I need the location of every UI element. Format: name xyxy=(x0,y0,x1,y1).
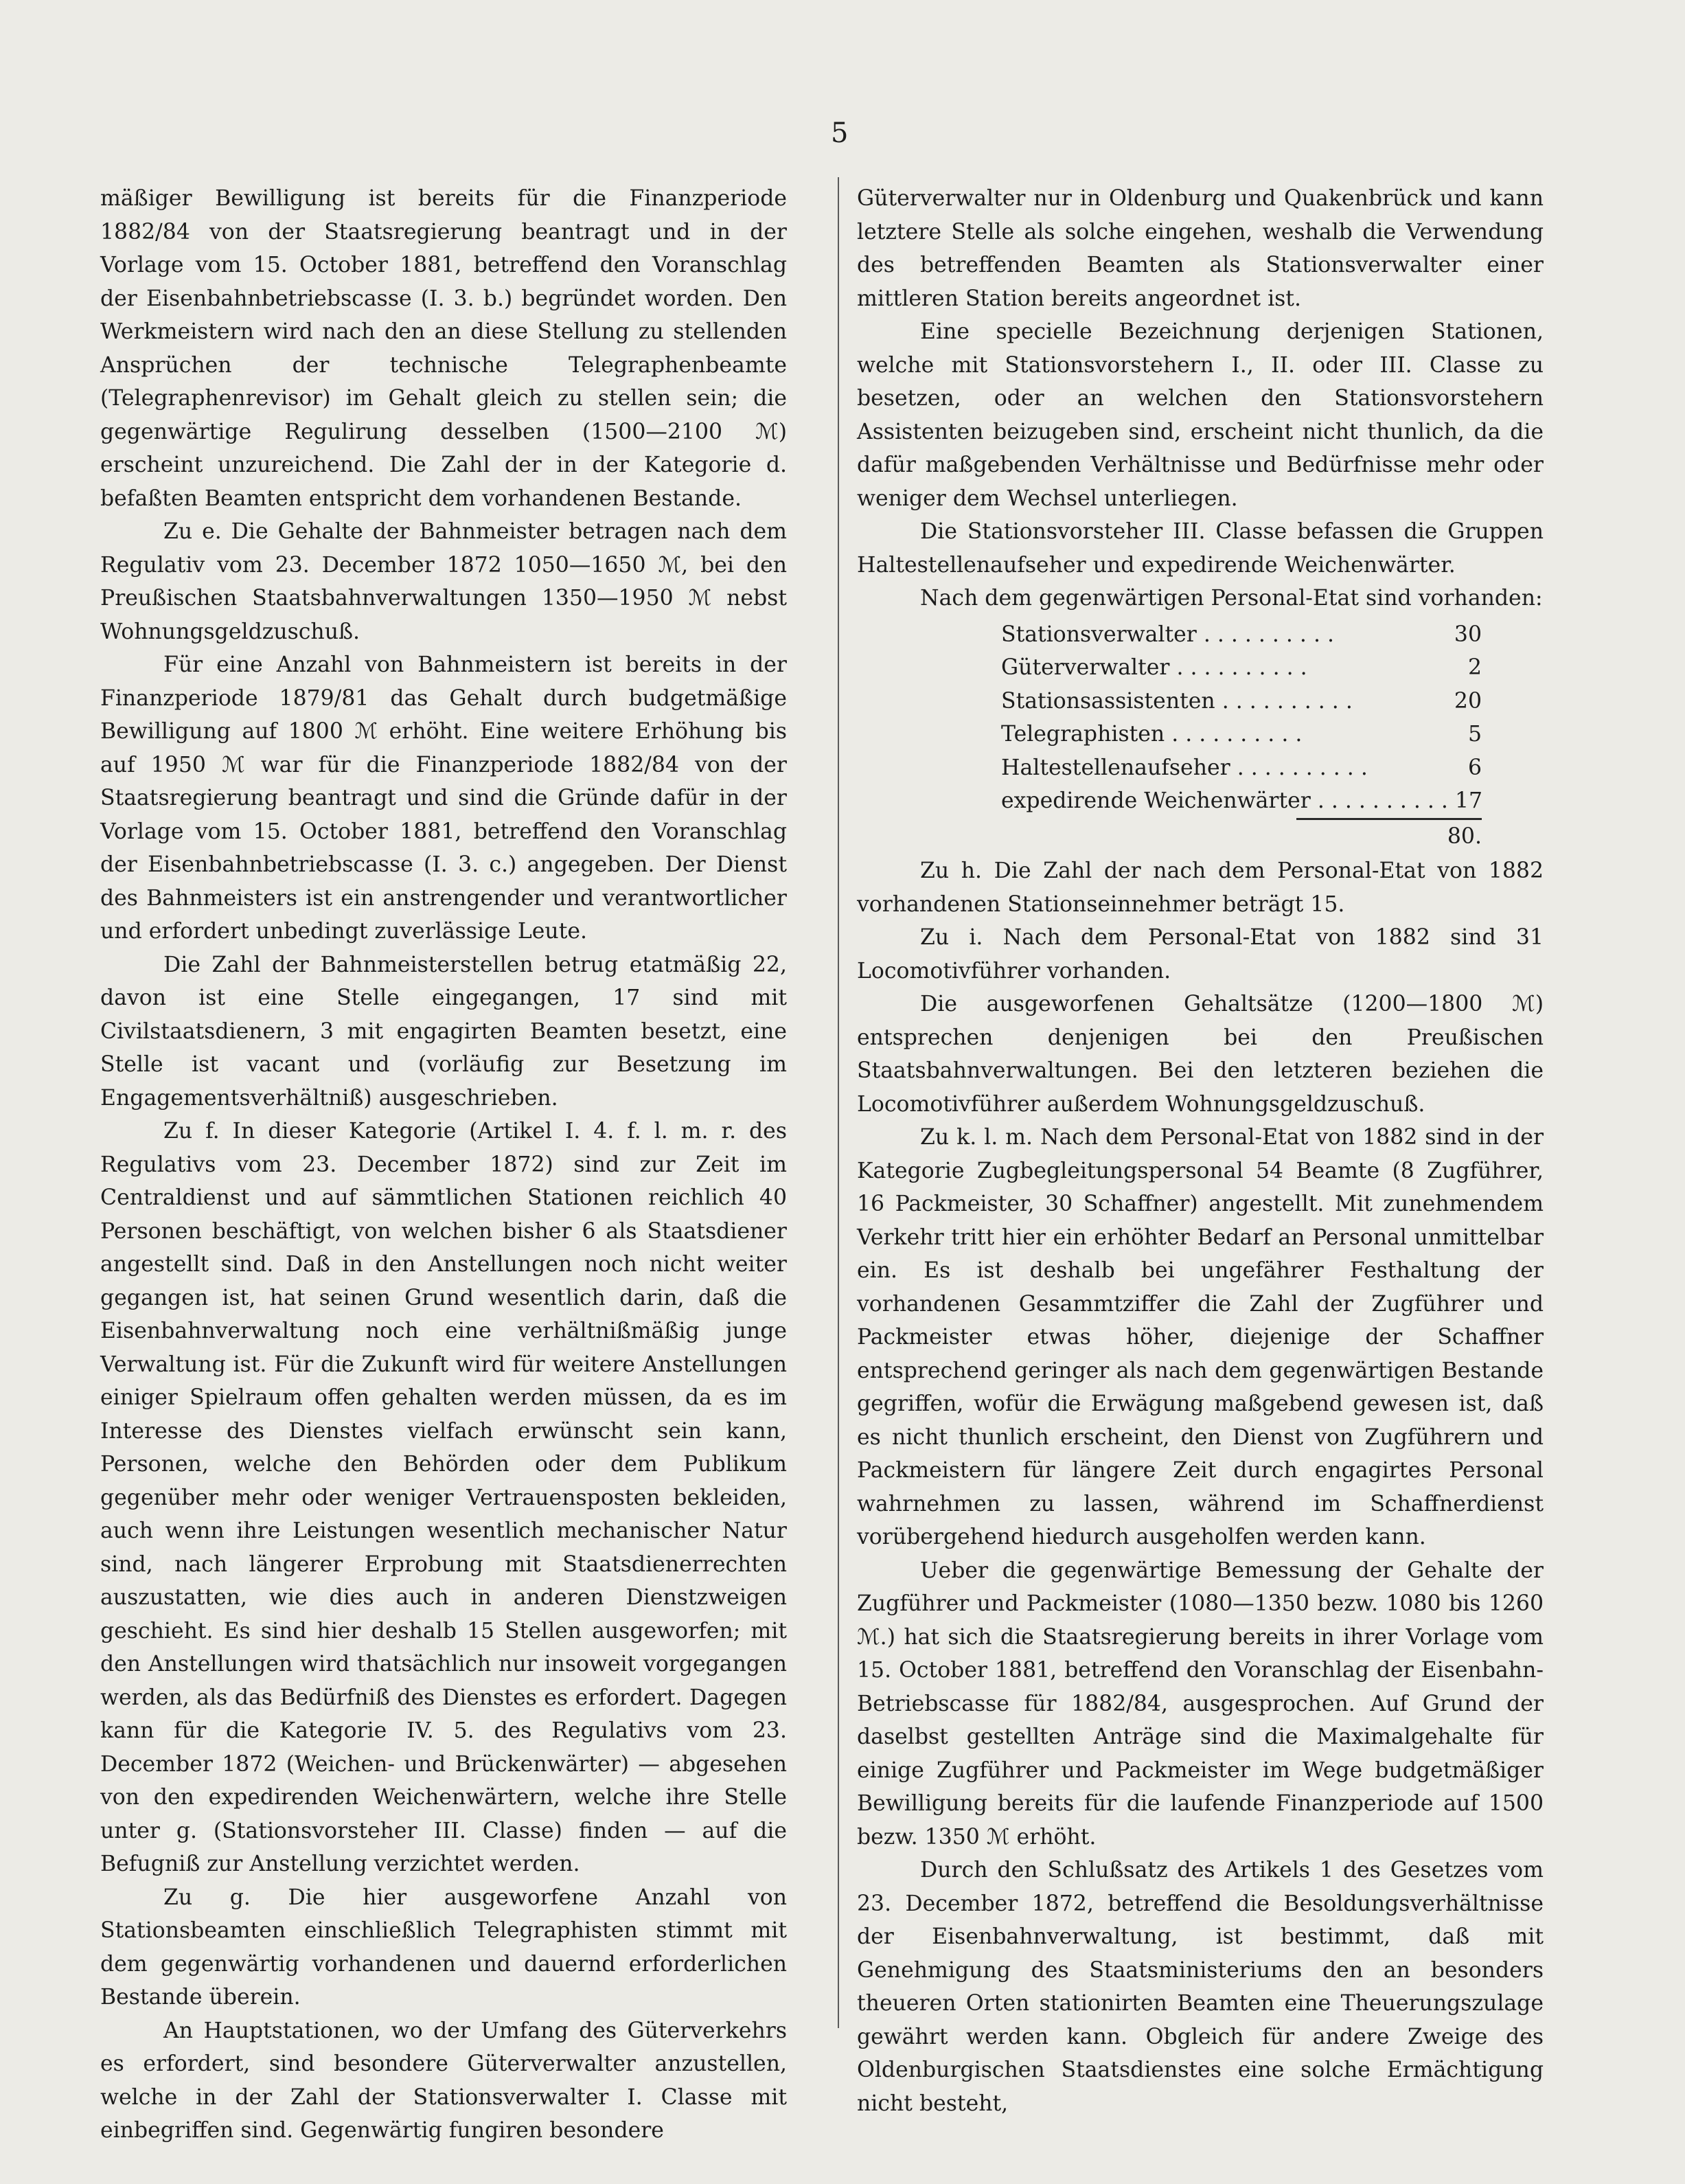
table-row: Haltestellenaufseher .......... 6 xyxy=(1001,751,1482,785)
row-label: Stationsverwalter xyxy=(1001,622,1197,647)
table-row: Stationsassistenten .......... 20 xyxy=(1001,685,1482,718)
row-count: 6 xyxy=(1467,755,1482,780)
paragraph: Zu g. Die hier ausgeworfene Anzahl von Stationsbeamten einschließlich Telegraphisten stimmt mit dem gegenwärtig vorhandenen und dauernd erforderlichen Bestande überein. xyxy=(100,1885,787,2010)
table-total: 80. xyxy=(1447,823,1482,849)
paragraph: mäßiger Bewilligung ist bereits für die Finanzperiode 1882/84 von der Staatsregierung beantragt und in der Vorlage vom 15. October 1881, betreffend den Voranschlag der Eisenbahnbetriebscasse (I. 3. b.) begründet worden. Den Werkmeistern wird nach den an diese Stellung zu stellenden Ansprüchen der technische Telegraphenbeamte (Telegraphenrevisor) im Gehalt gleich zu stellen sein; die gegenwärtige Regulirung desselben (1500—2100 ℳ) erscheint unzureichend. Die Zahl der in der Kategorie d. befaßten Beamten entspricht dem vorhandenen Bestande. xyxy=(100,186,787,511)
right-column xyxy=(857,182,1544,2120)
row-label: Telegraphisten xyxy=(1001,722,1165,747)
paragraph: Die ausgeworfenen Gehaltsätze (1200—1800 ℳ) entsprechen denjenigen bei den Preußischen Staatsbahnverwaltungen. Bei den letzteren beziehen die Locomotivführer außerdem Wohnungsgeldzuschuß. xyxy=(857,992,1544,1117)
row-label: expedirende Weichenwärter xyxy=(1001,788,1311,813)
table-row: Telegraphisten .......... 5 xyxy=(1001,718,1482,751)
paragraph: Zu k. l. m. Nach dem Personal-Etat von 1882 sind in der Kategorie Zugbegleitungspersonal 54 Beamte (8 Zugführer, 16 Packmeister, 30 Schaffner) angestellt. Mit zunehmendem Verkehr tritt hier ein erhöhter Bedarf an Personal unmittelbar ein. Es ist deshalb bei ungefährer Festhaltung der vorhandenen Gesammtziffer die Zahl der Zugführer und Packmeister etwas höher, diejenige der Schaffner entsprechend geringer als nach dem gegenwärtigen Bestande gegriffen, wofür die Erwägung maßgebend gewesen ist, daß es nicht thunlich erscheint, den Dienst von Zugführern und Packmeistern für längere Zeit durch engagirtes Personal wahrnehmen zu lassen, während im Schaffnerdienst vorübergehend hiedurch ausgeholfen werden kann. xyxy=(857,1125,1544,1549)
paragraph: Zu i. Nach dem Personal-Etat von 1882 sind 31 Locomotivführer vorhanden. xyxy=(857,925,1544,983)
paragraph: Ueber die gegenwärtige Bemessung der Gehalte der Zugführer und Packmeister (1080—1350 bezw. 1080 bis 1260 ℳ.) hat sich die Staatsregierung bereits in ihrer Vorlage vom 15. October 1881, betreffend den Voranschlag der Eisenbahn-Betriebscasse für 1882/84, ausgesprochen. Auf Grund der daselbst gestellten Anträge sind die Maximalgehalte für einige Zugführer und Packmeister im Wege budgetmäßiger Bewilligung bereits für die laufende Finanzperiode auf 1500 bezw. 1350 ℳ erhöht. xyxy=(857,1558,1544,1850)
table-row: expedirende Weichenwärter .......... 17 xyxy=(1001,784,1482,818)
table-row: Güterverwalter .......... 2 xyxy=(1001,651,1482,685)
row-count: 5 xyxy=(1467,722,1482,747)
paragraph: Nach dem gegenwärtigen Personal-Etat sind vorhanden: xyxy=(920,586,1543,611)
left-column xyxy=(100,182,787,2148)
paragraph: Zu h. Die Zahl der nach dem Personal-Etat von 1882 vorhandenen Stationseinnehmer beträgt 15. xyxy=(857,858,1544,917)
row-count: 20 xyxy=(1454,688,1482,714)
row-count: 30 xyxy=(1454,622,1482,647)
paragraph: Die Zahl der Bahnmeisterstellen betrug etatmäßig 22, davon ist eine Stelle eingegangen, 17 sind mit Civilstaatsdienern, 3 mit engagirten Beamten besetzt, eine Stelle ist vacant und (vorläufig zur Besetzung im Engagementsverhältniß) ausgeschrieben. xyxy=(100,952,787,1111)
paragraph: Die Stationsvorsteher III. Classe befassen die Gruppen Haltestellenaufseher und expedirende Weichenwärter. xyxy=(857,519,1544,578)
column-divider xyxy=(838,177,839,2028)
paragraph: Eine specielle Bezeichnung derjenigen Stationen, welche mit Stationsvorstehern I., II. oder III. Classe zu besetzen, oder an welchen den Stationsvorstehern Assistenten beizugeben sind, erscheint nicht thunlich, da die dafür maßgebenden Verhältnisse und Bedürfnisse mehr oder weniger dem Wechsel unterliegen. xyxy=(857,319,1544,511)
paragraph: An Hauptstationen, wo der Umfang des Güterverkehrs es erfordert, sind besondere Güterverwalter anzustellen, welche in der Zahl der Stationsverwalter I. Classe mit einbegriffen sind. Gegenwärtig fungiren besondere xyxy=(100,2018,787,2143)
page-number: 5 xyxy=(831,117,849,149)
paragraph: Zu f. In dieser Kategorie (Artikel I. 4. f. l. m. r. des Regulativs vom 23. December 1872) sind zur Zeit im Centraldienst und auf sämmtlichen Stationen reichlich 40 Personen beschäftigt, von welchen bisher 6 als Staatsdiener angestellt sind. Daß in den Anstellungen noch nicht weiter gegangen ist, hat seinen Grund wesentlich darin, daß die Eisenbahnverwaltung noch eine verhältnißmäßig junge Verwaltung ist. Für die Zukunft wird für weitere Anstellungen einiger Spielraum offen gehalten werden müssen, da es im Interesse des Dienstes vielfach erwünscht sein kann, Personen, welche den Behörden oder dem Publikum gegenüber mehr oder weniger Vertrauensposten bekleiden, auch wenn ihre Leistungen wesentlich mechanischer Natur sind, nach längerer Erprobung mit Staatsdienerrechten auszustatten, wie dies auch in anderen Dienstzweigen geschieht. Es sind hier deshalb 15 Stellen ausgeworfen; mit den Anstellungen wird thatsächlich nur insoweit vorgegangen werden, als das Bedürfniß des Dienstes es erfordert. Dagegen kann für die Kategorie IV. 5. des Regulativs vom 23. December 1872 (Weichen- und Brückenwärter) — abgesehen von den expedirenden Weichenwärtern, welche ihre Stelle unter g. (Stationsvorsteher III. Classe) finden — auf die Befugniß zur Anstellung verzichtet werden. xyxy=(100,1119,787,1876)
row-label: Haltestellenaufseher xyxy=(1001,755,1230,780)
paragraph: Güterverwalter nur in Oldenburg und Quakenbrück und kann letztere Stelle als solche eingehen, weshalb die Verwendung des betreffenden Beamten als Stationsverwalter einer mittleren Station bereits angeordnet ist. xyxy=(857,186,1544,311)
paragraph: Zu e. Die Gehalte der Bahnmeister betragen nach dem Regulativ vom 23. December 1872 1050—1650 ℳ, bei den Preußischen Staatsbahnverwaltungen 1350—1950 ℳ nebst Wohnungsgeldzuschuß. xyxy=(100,519,787,644)
row-count: 2 xyxy=(1467,655,1482,680)
personnel-table xyxy=(1001,618,1482,854)
row-label: Güterverwalter xyxy=(1001,655,1170,680)
row-count: 17 xyxy=(1454,788,1483,813)
paragraph: Durch den Schlußsatz des Artikels 1 des Gesetzes vom 23. December 1872, betreffend die Besoldungsverhältnisse der Eisenbahnverwaltung, ist bestimmt, daß mit Genehmigung des Staatsministeriums den an besonders theueren Orten stationirten Beamten eine Theuerungszulage gewährt werden kann. Obgleich für andere Zweige des Oldenburgischen Staatsdienstes eine solche Ermächtigung nicht besteht, xyxy=(857,1858,1544,2116)
table-row: Stationsverwalter .......... 30 xyxy=(1001,618,1482,652)
row-label: Stationsassistenten xyxy=(1001,688,1215,714)
paragraph: Für eine Anzahl von Bahnmeistern ist bereits in der Finanzperiode 1879/81 das Gehalt durch budgetmäßige Bewilligung auf 1800 ℳ erhöht. Eine weitere Erhöhung bis auf 1950 ℳ war für die Finanzperiode 1882/84 von der Staatsregierung beantragt und sind die Gründe dafür in der Vorlage vom 15. October 1881, betreffend den Voranschlag der Eisenbahnbetriebscasse (I. 3. c.) angegeben. Der Dienst des Bahnmeisters ist ein anstrengender und verantwortlicher und erfordert unbedingt zuverlässige Leute. xyxy=(100,652,787,944)
